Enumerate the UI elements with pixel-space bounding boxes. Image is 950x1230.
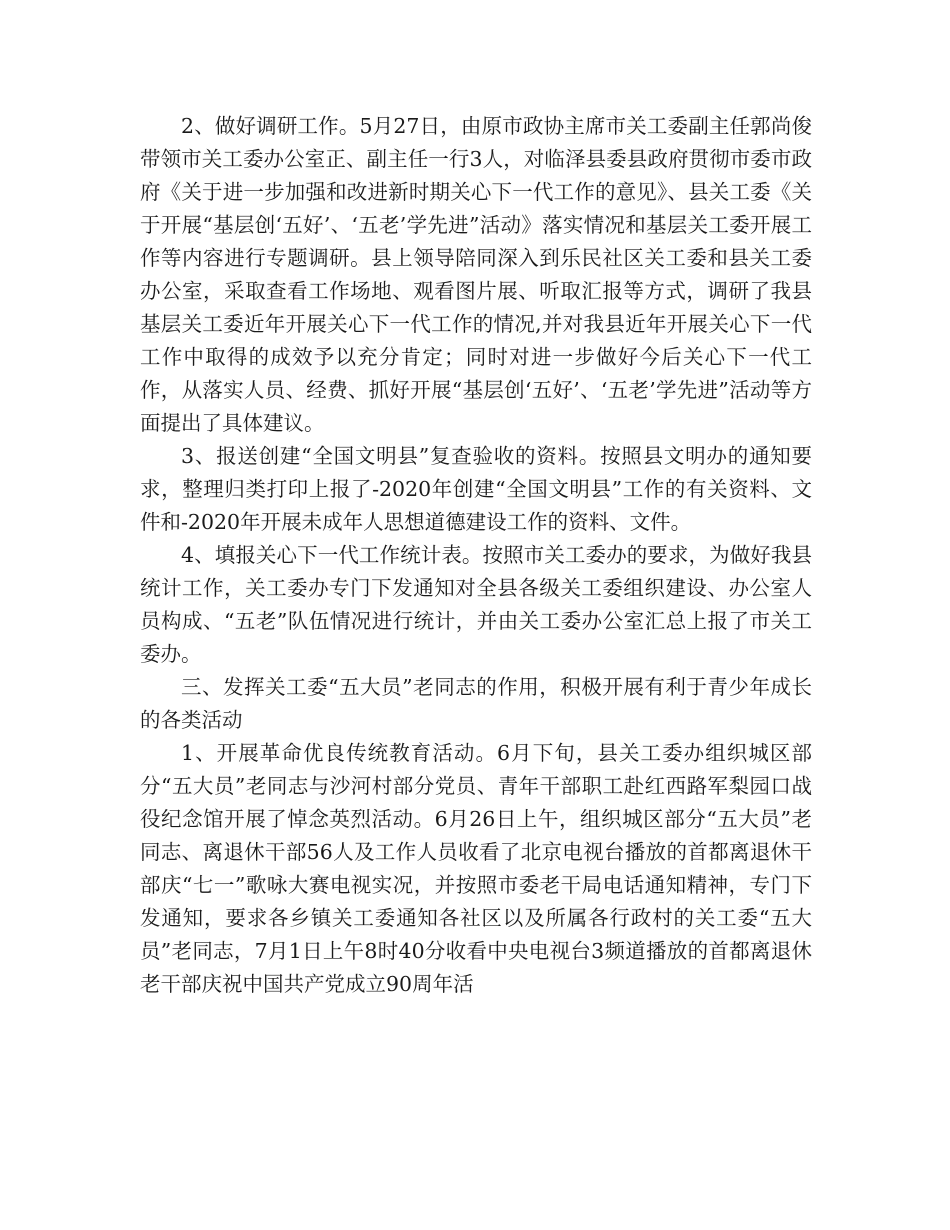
paragraph-civilized-county-materials: 3、报送创建“全国文明县”复查验收的资料。按照县文明办的通知要求，整理归类打印上报了-2020年创建“全国文明县”工作的有关资料、文件和-2020年开展未成年人思想道德建设工作的资料、文件。 (140, 444, 812, 534)
paragraph-revolutionary-education: 1、开展革命优良传统教育活动。6月下旬，县关工委办组织城区部分“五大员”老同志与沙河村部分党员、青年干部职工赴红西路军梨园口战役纪念馆开展了悼念英烈活动。6月26日上午，组织城区部分“五大员”老同志、离退休干部56人及工作人员收看了北京电视台播放的首都离退休干部庆“七一”歌咏大赛电视实况，并按照市委老干局电话通知精神，专门下发通知，要求各乡镇关工委通知各社区以及所属各行政村的关工委“五大员”老同志，7月1日上午8时40分收看中央电视台3频道播放的首都离退休老干部庆祝中国共产党成立90周年活 (140, 741, 812, 996)
document-page (140, 110, 812, 1001)
paragraph-statistics-report: 4、填报关心下一代工作统计表。按照市关工委办的要求，为做好我县统计工作，关工委办专门下发通知对全县各级关工委组织建设、办公室人员构成、“五老”队伍情况进行统计，并由关工委办公室汇总上报了市关工委办。 (140, 543, 812, 666)
section-heading-three: 三、发挥关工委“五大员”老同志的作用，积极开展有利于青少年成长的各类活动 (140, 675, 812, 732)
paragraph-research-work: 2、做好调研工作。5月27日，由原市政协主席市关工委副主任郭尚俊带领市关工委办公室正、副主任一行3人，对临泽县委县政府贯彻市委市政府《关于进一步加强和改进新时期关心下一代工作的意见》、县关工委《关于开展“基层创‘五好’、‘五老’学先进”活动》落实情况和基层关工委开展工作等内容进行专题调研。县上领导陪同深入到乐民社区关工委和县关工委办公室，采取查看工作场地、观看图片展、听取汇报等方式，调研了我县基层关工委近年开展关心下一代工作的情况,并对我县近年开展关心下一代工作中取得的成效予以充分肯定；同时对进一步做好今后关心下一代工作，从落实人员、经费、抓好开展“基层创‘五好’、‘五老’学先进”活动等方面提出了具体建议。 (140, 114, 812, 435)
